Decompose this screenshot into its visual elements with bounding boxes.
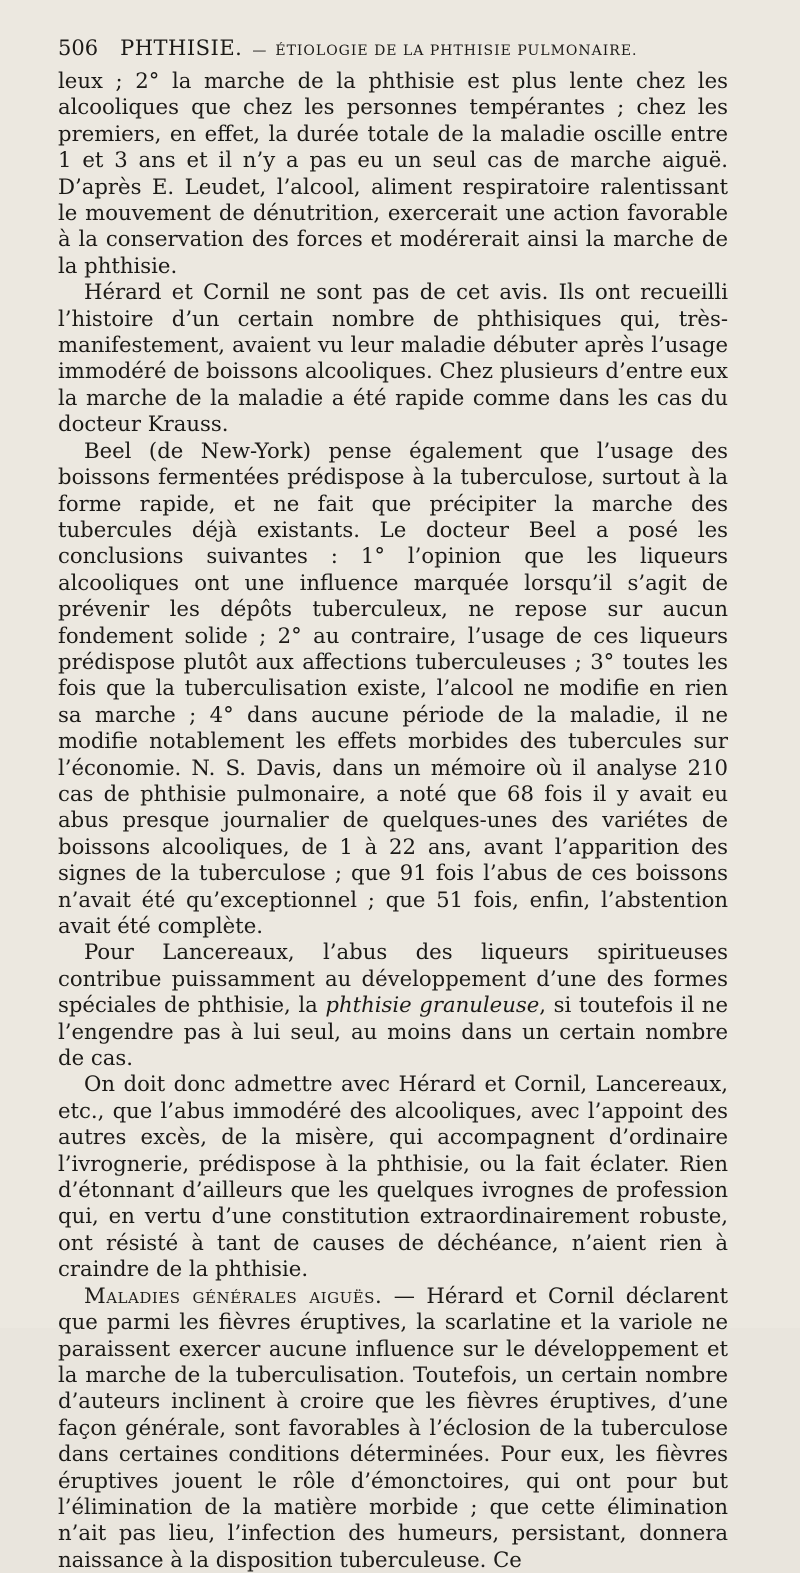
section-title: ÉTIOLOGIE DE LA PHTHISIE PULMONAIRE. [275, 43, 638, 59]
paragraph-1: leux ; 2° la marche de la phthisie est plus lente chez les alcooliques que chez les personnes tempérantes ; chez les premiers, en effet, la durée totale de la maladie oscille entre 1 et 3 ans et il n’y a pas eu un seul cas de marche aiguë. D’après E. Leudet, l’alcool, aliment respiratoire ralentissant le mouvement de dénutrition, exercerait une action favorable à la conservation des forces et modérerait ainsi la marche de la phthisie. [58, 68, 728, 278]
italic-term: phthisie granuleuse [325, 992, 540, 1018]
paragraph-4-end: , si toutefois il ne l’engendre pas à lui seul, au moins dans un certain nombre de cas. [58, 992, 728, 1071]
paragraph-4-start: Pour Lancereaux, l’abus des liqueurs spiritueuses contribue puissamment au développement d’une des formes spéciales de phthisie, la [58, 939, 728, 1018]
paragraph-5: On doit donc admettre avec Hérard et Cornil, Lancereaux, etc., que l’abus immodéré des alcooliques, avec l’appoint des autres excès, de la misère, qui accompagnent d’ordinaire l’ivrognerie, prédispose à la phthisie, ou la fait éclater. Rien d’étonnant d’ailleurs que les quelques ivrognes de profession qui, en vertu d’une constitution extraordinairement robuste, ont résisté à tant de causes de déchéance, n’aient rien à craindre de la phthisie. [58, 1071, 728, 1282]
running-header [58, 36, 728, 60]
paragraph-4 [58, 939, 728, 1071]
paragraph-6 [58, 1283, 728, 1573]
header-dash: — [252, 43, 268, 59]
body-text [58, 68, 728, 1573]
section-heading: Maladies générales aiguës. [84, 1282, 383, 1308]
page-number: 506 [58, 36, 99, 60]
paragraph-6-text: — Hérard et Cornil déclarent que parmi les fièvres éruptives, la scarlatine et la variole ne paraissent exercer aucune influence sur le développement et la marche de la tuberculisation. Toutefois, un certain nombre d’auteurs inclinent à croire que les fièvres éruptives, d’une façon générale, sont favorables à l’éclosion de la tuberculose dans certaines conditions déterminées. Pour eux, les fièvres éruptives jouent le rôle d’émonctoires, qui ont pour but l’élimination de la matière morbide ; que cette élimination n’ait pas lieu, l’infection des humeurs, persistant, donnera naissance à la disposition tuberculeuse. Ce [58, 1282, 728, 1572]
paragraph-2: Hérard et Cornil ne sont pas de cet avis. Ils ont recueilli l’histoire d’un certain nombre de phthisiques qui, très-manifestement, avaient vu leur maladie débuter après l’usage immodéré de boissons alcooliques. Chez plusieurs d’entre eux la marche de la maladie a été rapide comme dans les cas du docteur Krauss. [58, 279, 728, 437]
chapter-title: PHTHISIE. [120, 36, 243, 60]
paragraph-3: Beel (de New-York) pense également que l’usage des boissons fermentées prédispose à la tuberculose, surtout à la forme rapide, et ne fait que précipiter la marche des tubercules déjà existants. Le docteur Beel a posé les conclusions suivantes : 1° l’opinion que les liqueurs alcooliques ont une influence marquée lorsqu’il s’agit de prévenir les dépôts tuberculeux, ne repose sur aucun fondement solide ; 2° au contraire, l’usage de ces liqueurs prédispose plutôt aux affections tuberculeuses ; 3° toutes les fois que la tuberculisation existe, l’alcool ne modifie en rien sa marche ; 4° dans aucune période de la maladie, il ne modifie notablement les effets morbides des tubercules sur l’économie. N. S. Davis, dans un mémoire où il analyse 210 cas de phthisie pulmonaire, a noté que 68 fois il y avait eu abus presque journalier de quelques-unes des variétes de boissons alcooliques, de 1 à 22 ans, avant l’apparition des signes de la tuberculose ; que 91 fois l’abus de ces boissons n’avait été qu’exceptionnel ; que 51 fois, enfin, l’abstention avait été complète. [58, 437, 728, 938]
